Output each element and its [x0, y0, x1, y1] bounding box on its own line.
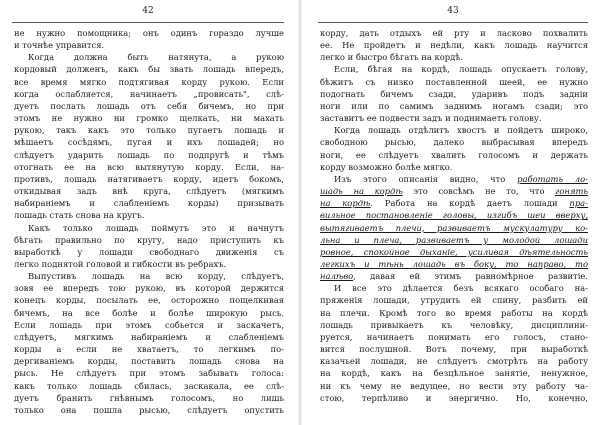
text-line	[320, 63, 588, 75]
right-page	[312, 0, 594, 425]
text-run: дуетъ бранить гнѣвнымъ голосомъ, но лишь	[14, 392, 284, 403]
text-line	[14, 331, 284, 343]
text-line	[14, 112, 284, 124]
header-rule-right	[318, 22, 588, 23]
text-run: подогнать бичемъ сзади, ударивъ подъ задніи	[320, 88, 588, 99]
text-line	[320, 246, 588, 258]
text-line	[14, 161, 284, 173]
text-line	[320, 282, 588, 294]
text-run: ее. Не пройдетъ и недѣли, какъ лошадь научится	[320, 40, 588, 51]
text-run: свободною рысью, далеко выбрасывая впередъ	[320, 137, 588, 148]
text-run: рукою, такъ какъ это только пугаетъ лошадь и	[14, 125, 284, 136]
emphasized-text: вильное постановленіе головы, изгибъ шеи вверху,	[320, 210, 588, 221]
text-run: только она пошла рысью, слѣдуетъ опустить	[14, 404, 284, 415]
text-line	[320, 367, 588, 379]
text-line	[14, 367, 284, 379]
text-run: казачьей лошади, не слѣдуетъ смотрѣть на работу	[320, 356, 588, 367]
text-run: стою, терпѣливо и энергично. Но, конечно,	[320, 392, 588, 403]
text-run: вится послушной. Вотъ почему, при выработкѣ	[320, 344, 588, 355]
text-line	[320, 222, 588, 234]
emphasized-text: пра-	[569, 198, 588, 209]
text-run: кордовый долженъ, какъ бы звать лошадь впередъ,	[14, 64, 284, 75]
text-line	[14, 234, 284, 246]
text-run: ноги, ее слѣдуетъ хвалить голосомъ и держать	[320, 149, 588, 160]
book-gutter	[298, 0, 302, 425]
page-number-left: 42	[142, 6, 154, 16]
text-run: дуетъ послать лошадь отъ себя бичемъ, но при	[14, 100, 284, 111]
text-line	[320, 136, 588, 148]
text-line	[320, 100, 588, 112]
text-line	[14, 173, 284, 185]
text-line	[14, 88, 284, 100]
text-line	[14, 209, 284, 221]
text-run: лошадь стать снова на кругъ.	[14, 210, 145, 221]
text-line	[14, 124, 284, 136]
text-line	[14, 149, 284, 161]
text-run: корду возможно болѣе мягко.	[320, 161, 453, 172]
text-line	[320, 39, 588, 51]
text-run: конецъ корды, посылать ее, осторожно пощелкивая	[14, 295, 284, 306]
emphasized-text: льна и плеча, развиваетъ у молодой лошади	[320, 234, 588, 245]
text-run: , давая ей этимъ равномѣрное развитіе.	[353, 271, 588, 282]
header-rule-left	[12, 22, 284, 23]
text-run: бѣгать правильно по кругу, надо приступить къ	[14, 234, 284, 245]
text-line	[320, 88, 588, 100]
text-run: рысь. Не слѣдуетъ при этомъ забывать голоса:	[14, 368, 284, 379]
text-run: Если, бѣгая на кордѣ, лошадь опускаетъ голову,	[334, 64, 588, 75]
text-run: легко и быстро бѣгать на кордѣ.	[320, 52, 464, 63]
page-number-right: 43	[447, 6, 459, 16]
text-line	[14, 222, 284, 234]
text-line	[14, 355, 284, 367]
text-run: дергиваніемъ корды, поставить лошадь снова на	[14, 356, 284, 367]
text-run: ноги или по самимъ заднимъ ногамъ сзади; это	[320, 100, 588, 111]
text-line	[320, 161, 588, 173]
text-run: это совсѣмъ не то, что	[402, 186, 556, 197]
text-run: заставитъ ее подвести задъ и поднимаетъ голову.	[320, 113, 542, 124]
text-run: ни къ чему не ведущее, но вести эту работу ча-	[320, 380, 588, 391]
text-run: руется, начинаетъ понимать его голосъ, стано-	[320, 331, 588, 342]
text-line	[320, 234, 588, 246]
text-run: бѣжитъ съ низко поставленной шеей, ее нужно	[320, 76, 588, 87]
emphasized-text: гонять	[555, 186, 588, 197]
text-line	[14, 343, 284, 355]
text-line	[14, 270, 284, 282]
text-line	[320, 343, 588, 355]
left-page-text	[14, 27, 284, 416]
text-run: лошадь привыкаетъ къ человѣку, дисциплини-	[320, 319, 588, 330]
text-run: корду, дать отдыхъ ей рту и ласково похвалить	[320, 28, 588, 38]
text-run: все время мягко подтягивая корду рукою. Если	[14, 76, 284, 87]
text-run: . Работа на кордѣ даетъ лошади	[370, 198, 570, 209]
text-line	[14, 63, 284, 75]
text-run: и точнѣе управится.	[14, 40, 105, 51]
text-line	[14, 404, 284, 416]
text-line	[14, 27, 284, 39]
text-run: противъ, лошадь натягиваетъ корду, идетъ бокомъ,	[14, 173, 284, 184]
text-line	[320, 331, 588, 343]
text-line	[14, 392, 284, 404]
text-line	[14, 282, 284, 294]
text-run: бичемъ, на все болѣе и болѣе широкую рысь.	[14, 307, 284, 318]
text-run: на плечи. Кромѣ того во время работы на кордѣ	[320, 307, 588, 318]
emphasized-text: на кордѣ	[320, 198, 371, 209]
text-run: откидывая задъ внѣ круга, слѣдуетъ (мягкимъ	[14, 186, 284, 197]
text-line	[14, 51, 284, 63]
text-run: на кордѣ, какъ на безцѣльное занятіе, ненужное,	[320, 368, 588, 379]
emphasized-text: работать ло-	[517, 173, 588, 184]
text-line	[320, 27, 588, 39]
text-line	[14, 258, 284, 270]
text-run: Какъ только лошадь поймутъ это и начнутъ	[28, 222, 284, 233]
text-run: Выпустивъ лошадь на всю корду, слѣдуетъ,	[28, 271, 284, 282]
left-page	[6, 0, 290, 425]
text-run: Изъ этого описанія видно, что	[334, 173, 518, 184]
text-run: зовя ее впередъ тою рукою, въ которой держится	[14, 283, 284, 294]
text-line	[14, 197, 284, 209]
text-line	[14, 76, 284, 88]
emphasized-text: вытягиваетъ плечи, развиваетъ мускулатуру ко-	[320, 222, 588, 233]
text-run: Если лошадь при этомъ собьется и заскачетъ,	[14, 319, 284, 330]
text-line	[320, 270, 588, 282]
text-line	[320, 294, 588, 306]
text-run: мѣшаетъ сосѣдямъ, пугая и ихъ лошадей; но	[14, 137, 284, 148]
text-run: слѣдуетъ ударить лошадь по подпругѣ и тѣмъ	[14, 149, 284, 160]
text-line	[320, 149, 588, 161]
text-line	[320, 392, 588, 404]
text-line	[14, 39, 284, 51]
text-run: какъ только лошадь сбилась, заскакала, ее слѣ-	[14, 380, 284, 391]
emphasized-text: ровное, спокойное дыханіе, усиливая дѣятельность	[320, 246, 588, 257]
text-line	[320, 355, 588, 367]
text-line	[320, 380, 588, 392]
text-run: корды а если не хватаетъ, то легкимъ по-	[14, 344, 284, 355]
text-run: Когда лошадь отдѣлитъ хвостъ и пойдетъ широко,	[334, 125, 588, 136]
text-line	[320, 307, 588, 319]
text-line	[14, 100, 284, 112]
text-line	[320, 319, 588, 331]
emphasized-text: шадь на кордѣ	[320, 186, 403, 197]
text-run: когда ослабляется, начинаетъ „провисать", слѣ-	[14, 88, 284, 99]
emphasized-text: налѣво	[320, 271, 354, 282]
text-line	[320, 258, 588, 270]
text-run: выработкѣ у лошади свободнаго движенія съ	[14, 246, 284, 257]
text-run: Когда должна быть натянута, а рукою	[28, 52, 284, 63]
text-line	[14, 307, 284, 319]
text-run: набираніемъ и слабленіемъ корды) призывать	[14, 198, 284, 209]
text-line	[320, 173, 588, 185]
text-line	[14, 136, 284, 148]
text-run: И все это дѣлается безъ всякаго особаго на-	[334, 283, 588, 294]
text-run: слѣдуетъ, мягкимъ набираніемъ и слабленіемъ	[14, 331, 284, 342]
text-line	[320, 209, 588, 221]
text-run: не нужно помощника; онъ одинъ гораздо лучше	[14, 28, 284, 38]
text-line	[320, 124, 588, 136]
text-line	[14, 246, 284, 258]
text-line	[14, 294, 284, 306]
text-line	[14, 319, 284, 331]
right-page-text	[320, 27, 588, 404]
text-run: легко поднятой головой и гибкости въ ребрахъ.	[14, 258, 227, 269]
text-line	[320, 112, 588, 124]
text-line	[320, 197, 588, 209]
text-line	[14, 185, 284, 197]
text-line	[320, 51, 588, 63]
text-run: этомъ не нужно ни громко щелкать, ни махать	[14, 113, 284, 124]
emphasized-text: легкихъ и тѣнь лошадь въ боку, то направо, то	[320, 258, 588, 269]
text-run: отогнать ее на всю вытянутую корду. Если, на-	[14, 161, 284, 172]
text-run: пряженія лошади, утрудить ей спину, разбить ей	[320, 295, 588, 306]
text-line	[320, 76, 588, 88]
text-line	[320, 185, 588, 197]
text-line	[14, 380, 284, 392]
